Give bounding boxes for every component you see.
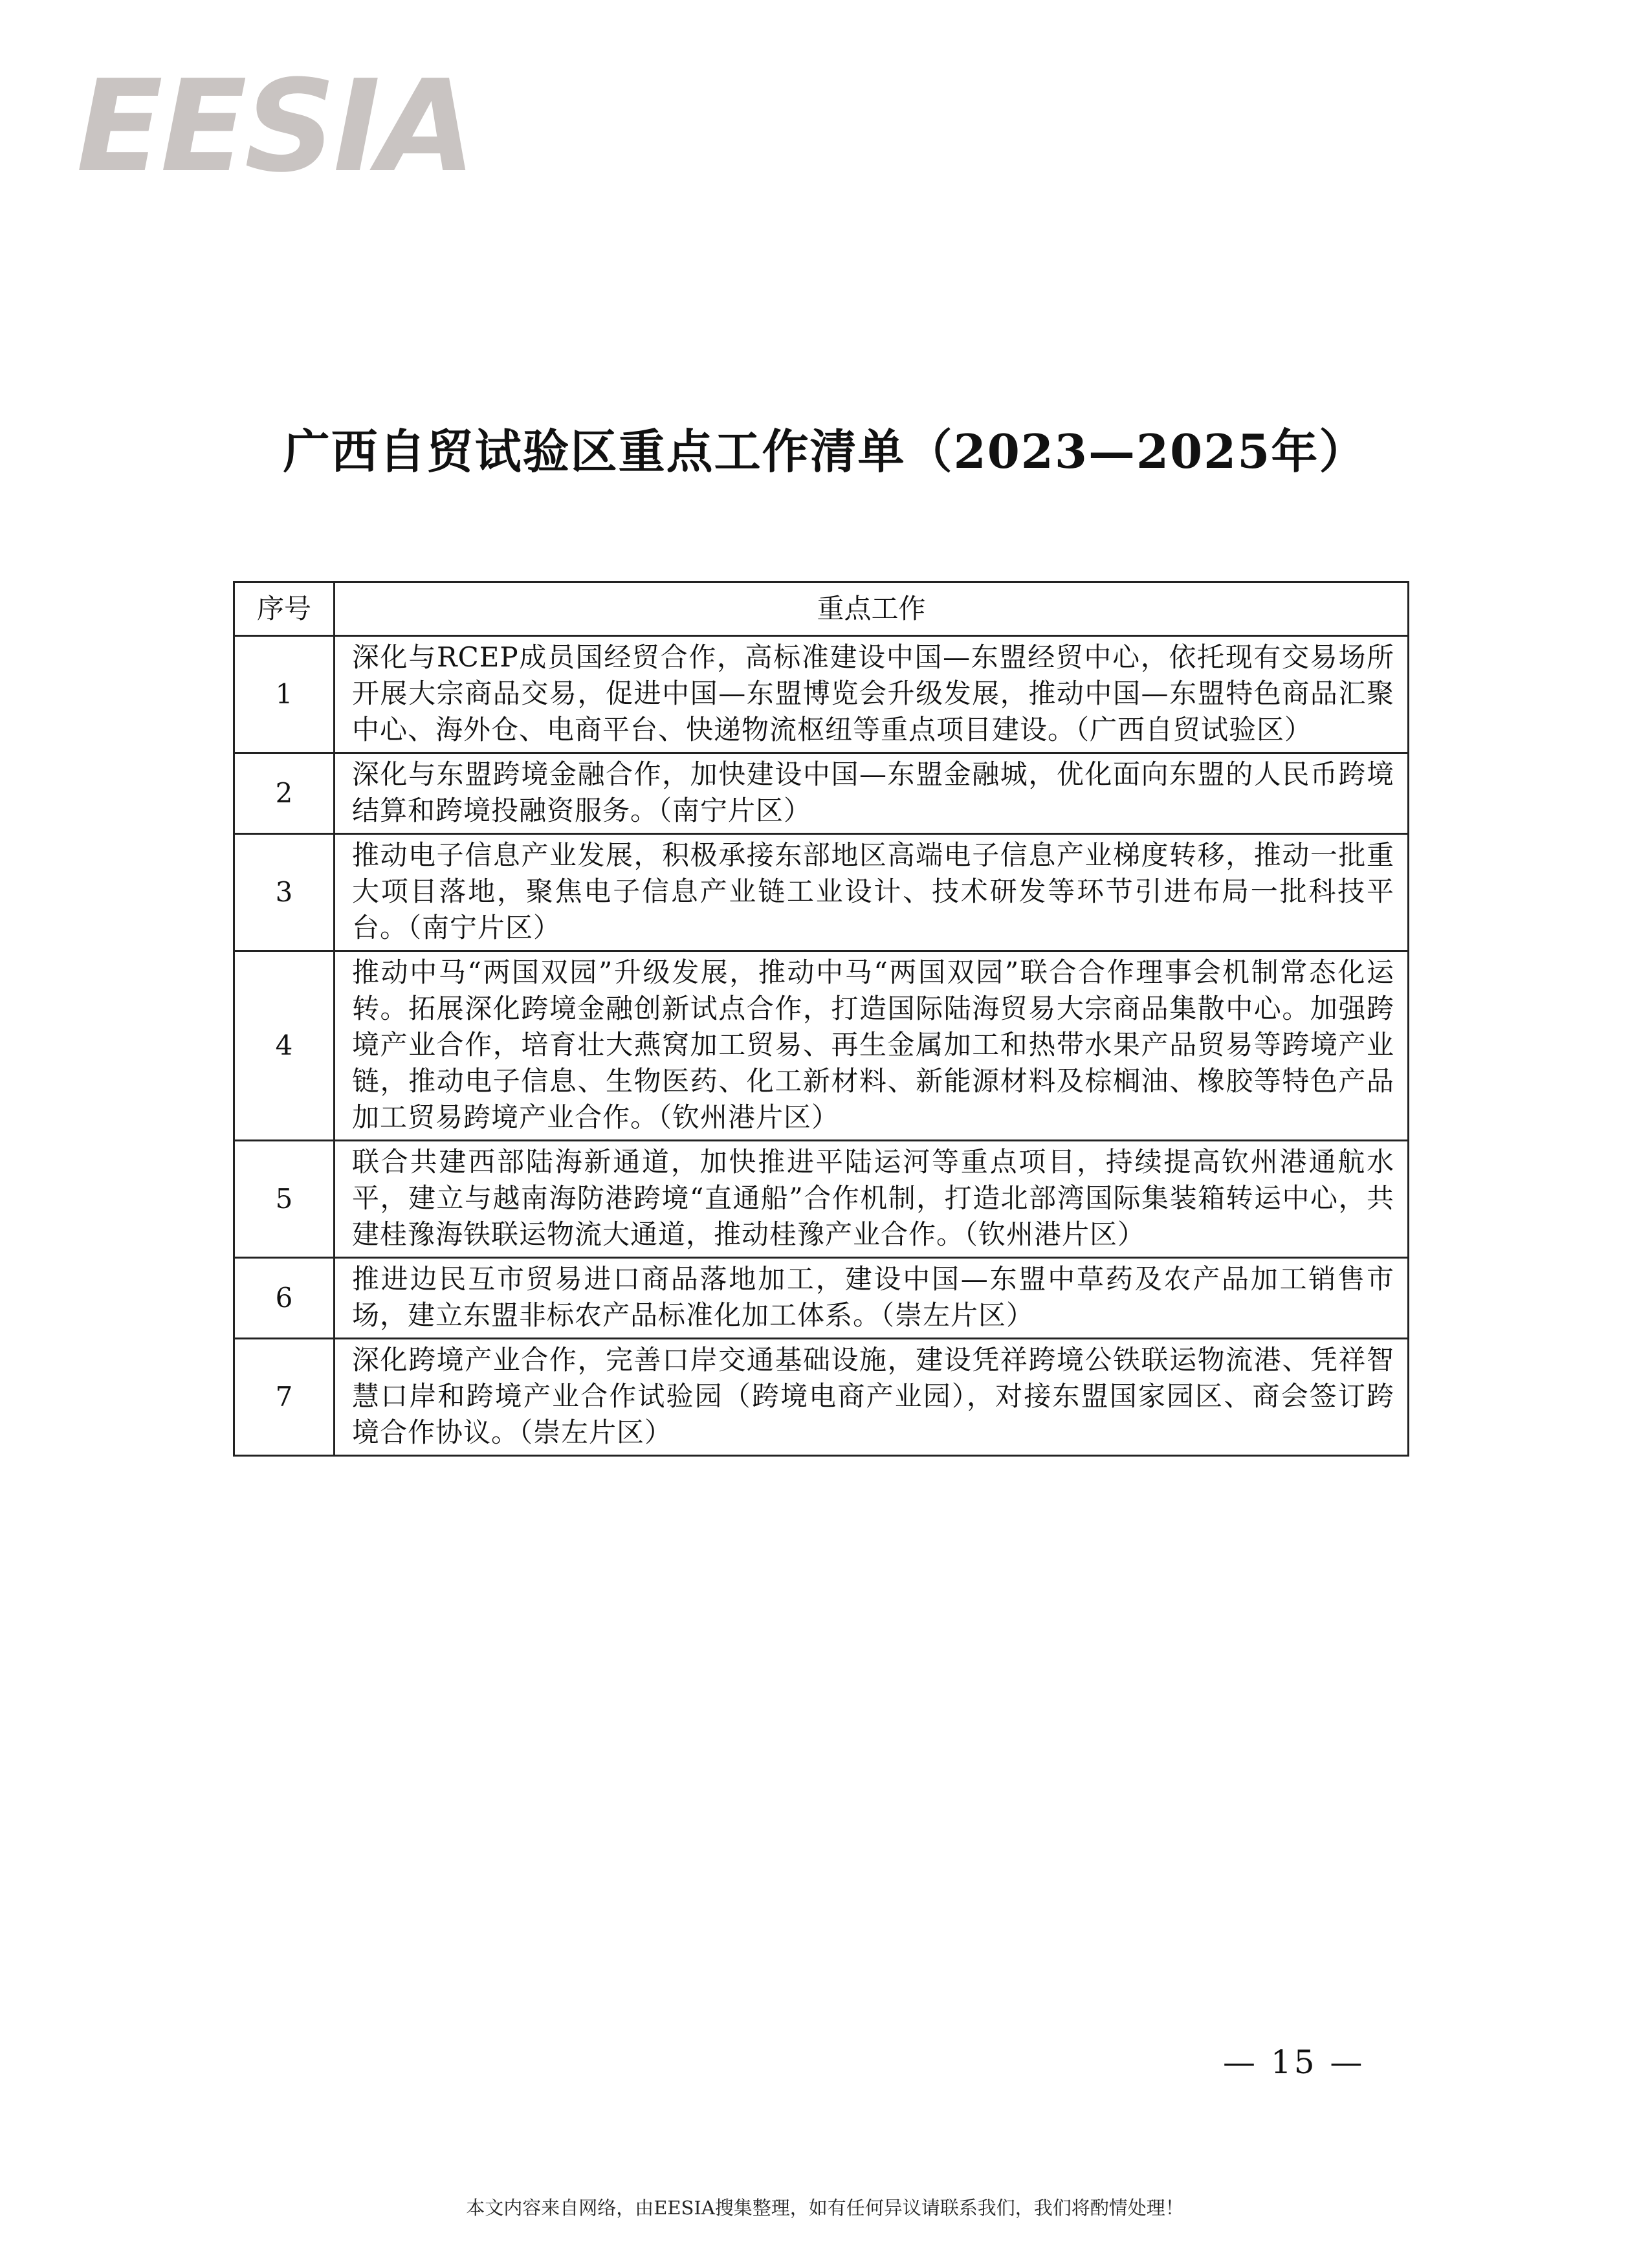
row-number: 7	[234, 1339, 335, 1456]
row-work-text: 深化与RCEP成员国经贸合作，高标准建设中国—东盟经贸中心，依托现有交易场所开展大宗商品交易，促进中国—东盟博览会升级发展，推动中国—东盟特色商品汇聚中心、海外仓、电商平台、快递物流枢纽等重点项目建设。（广西自贸试验区）	[335, 636, 1409, 753]
document-title: 广西自贸试验区重点工作清单（2023—2025年）	[283, 424, 1367, 479]
row-number: 6	[234, 1258, 335, 1339]
row-work-text: 推动中马“两国双园”升级发展，推动中马“两国双园”联合合作理事会机制常态化运转。拓展深化跨境金融创新试点合作，打造国际陆海贸易大宗商品集散中心。加强跨境产业合作，培育壮大燕窝加工贸易、再生金属加工和热带水果产品贸易等跨境产业链，推动电子信息、生物医药、化工新材料、新能源材料及棕榈油、橡胶等特色产品加工贸易跨境产业合作。（钦州港片区）	[335, 951, 1409, 1141]
row-number: 3	[234, 834, 335, 951]
row-number: 5	[234, 1141, 335, 1258]
header-serial-number: 序号	[234, 582, 335, 636]
table-row	[234, 1339, 1409, 1456]
source-disclaimer: 本文内容来自网络，由EESIA搜集整理，如有任何异议请联系我们，我们将酌情处理！	[466, 2197, 1184, 2219]
table-row	[234, 753, 1409, 834]
table-row	[234, 951, 1409, 1141]
header-key-work: 重点工作	[335, 582, 1409, 636]
table-row	[234, 1141, 1409, 1258]
table-row	[234, 834, 1409, 951]
page-number: — 15 —	[1223, 2043, 1365, 2081]
row-work-text: 深化跨境产业合作，完善口岸交通基础设施，建设凭祥跨境公铁联运物流港、凭祥智慧口岸和跨境产业合作试验园（跨境电商产业园），对接东盟国家园区、商会签订跨境合作协议。（崇左片区）	[335, 1339, 1409, 1456]
row-work-text: 推进边民互市贸易进口商品落地加工，建设中国—东盟中草药及农产品加工销售市场，建立东盟非标农产品标准化加工体系。（崇左片区）	[335, 1258, 1409, 1339]
row-work-text: 联合共建西部陆海新通道，加快推进平陆运河等重点项目，持续提高钦州港通航水平，建立与越南海防港跨境“直通船”合作机制，打造北部湾国际集装箱转运中心，共建桂豫海铁联运物流大通道，推动桂豫产业合作。（钦州港片区）	[335, 1141, 1409, 1258]
key-work-table	[233, 581, 1409, 1457]
row-work-text: 推动电子信息产业发展，积极承接东部地区高端电子信息产业梯度转移，推动一批重大项目落地，聚焦电子信息产业链工业设计、技术研发等环节引进布局一批科技平台。（南宁片区）	[335, 834, 1409, 951]
table-header-row	[234, 582, 1409, 636]
eesia-logo: EESIA	[76, 53, 474, 201]
table-row	[234, 1258, 1409, 1339]
row-work-text: 深化与东盟跨境金融合作，加快建设中国—东盟金融城，优化面向东盟的人民币跨境结算和跨境投融资服务。（南宁片区）	[335, 753, 1409, 834]
row-number: 2	[234, 753, 335, 834]
row-number: 1	[234, 636, 335, 753]
row-number: 4	[234, 951, 335, 1141]
table-row	[234, 636, 1409, 753]
